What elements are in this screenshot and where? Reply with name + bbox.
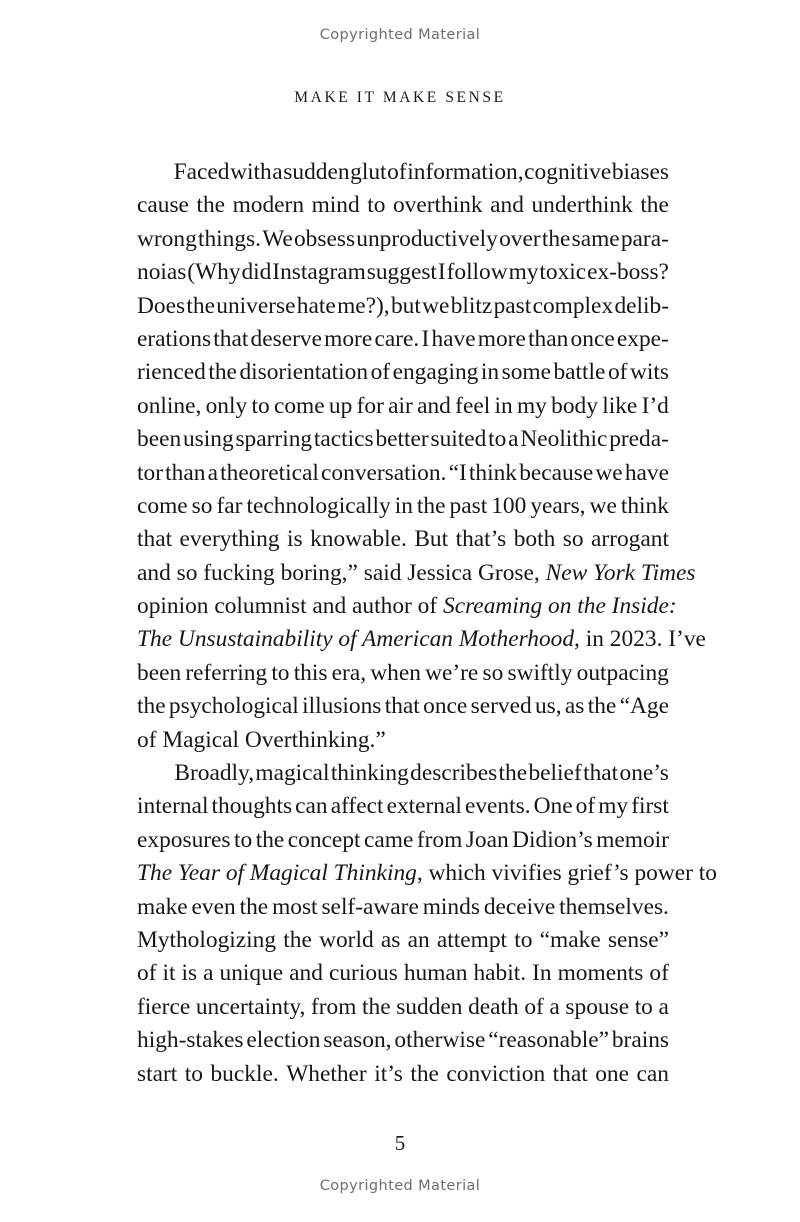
text-line bbox=[137, 757, 669, 790]
word: even bbox=[191, 893, 236, 920]
word: death bbox=[468, 993, 519, 1020]
word: more bbox=[324, 325, 373, 352]
word: make bbox=[137, 893, 188, 920]
text-line bbox=[137, 891, 669, 924]
word: preda- bbox=[609, 426, 669, 453]
word: the bbox=[410, 1060, 439, 1087]
running-head: MAKE IT MAKE SENSE bbox=[294, 89, 506, 106]
word: feel bbox=[455, 392, 491, 419]
word: disorientation bbox=[239, 359, 369, 386]
text-line bbox=[137, 790, 669, 823]
text-line bbox=[137, 457, 669, 490]
paragraph-list bbox=[137, 156, 717, 1091]
word: Neolithic bbox=[520, 426, 608, 453]
word: it’s bbox=[374, 1060, 403, 1087]
word: 100 bbox=[491, 492, 527, 519]
word: this bbox=[293, 659, 328, 686]
word: think bbox=[620, 492, 669, 519]
word: in bbox=[394, 492, 413, 519]
text-line bbox=[137, 623, 706, 656]
word: as bbox=[564, 693, 585, 720]
word: blitz bbox=[450, 292, 493, 319]
word: past bbox=[449, 492, 488, 519]
word: wrong bbox=[137, 225, 197, 252]
word: using bbox=[182, 426, 234, 453]
word: for bbox=[356, 392, 384, 419]
paragraph bbox=[137, 156, 706, 757]
text-line bbox=[137, 724, 669, 757]
word: events. bbox=[464, 793, 531, 820]
word: things. bbox=[197, 225, 262, 252]
word: battle bbox=[553, 359, 606, 386]
word: erations bbox=[137, 325, 212, 352]
text-line bbox=[137, 156, 669, 189]
word: toxic bbox=[539, 259, 587, 286]
word: is bbox=[287, 526, 303, 553]
word: deceive bbox=[483, 893, 556, 920]
word: era, bbox=[331, 659, 367, 686]
text-line bbox=[137, 290, 669, 323]
text-line bbox=[137, 490, 669, 523]
word: information, bbox=[407, 159, 524, 185]
word: otherwise bbox=[394, 1027, 486, 1054]
word: but bbox=[390, 292, 421, 319]
word: start bbox=[137, 1060, 178, 1087]
word: illusions bbox=[302, 693, 382, 720]
word: cause bbox=[137, 192, 189, 219]
word: para- bbox=[620, 225, 669, 252]
word: everything bbox=[179, 526, 280, 553]
word: the bbox=[196, 192, 226, 219]
word: buckle. bbox=[210, 1060, 279, 1087]
word: Faced bbox=[173, 159, 230, 185]
word: that’s bbox=[455, 526, 507, 553]
word: is bbox=[181, 960, 198, 987]
word: (Why bbox=[187, 259, 241, 286]
word: tor bbox=[137, 459, 163, 486]
word: mind bbox=[311, 192, 360, 219]
word: so bbox=[482, 659, 504, 686]
word: of bbox=[649, 960, 669, 987]
word: obsess bbox=[293, 225, 356, 252]
word: one’s bbox=[619, 760, 669, 787]
text-line bbox=[137, 256, 669, 289]
word: world bbox=[319, 926, 374, 953]
word: in bbox=[494, 392, 513, 419]
word: and bbox=[289, 960, 323, 987]
word: better bbox=[375, 426, 429, 453]
word: we bbox=[422, 292, 450, 319]
word: noias bbox=[137, 259, 187, 286]
word: thoughts bbox=[211, 793, 293, 820]
word: the bbox=[283, 926, 312, 953]
italic-title: The Unsustainability of American Motherhood bbox=[137, 626, 575, 653]
word: One bbox=[533, 793, 573, 820]
word: moments bbox=[557, 960, 644, 987]
word: “reasonable” bbox=[488, 1027, 609, 1054]
word: once bbox=[570, 325, 615, 352]
word: overthink bbox=[392, 192, 483, 219]
word: glut bbox=[350, 159, 387, 185]
word: memoir bbox=[596, 826, 669, 853]
word: that bbox=[384, 693, 420, 720]
word: spouse bbox=[565, 993, 630, 1020]
word: Whether bbox=[286, 1060, 367, 1087]
text-line bbox=[137, 824, 669, 857]
word: I bbox=[437, 259, 446, 286]
text-line bbox=[137, 924, 669, 957]
word: that bbox=[552, 1060, 588, 1087]
word: Didion’s bbox=[512, 826, 593, 853]
word: delib- bbox=[614, 292, 669, 319]
word: brains bbox=[611, 1027, 669, 1054]
page-number: 5 bbox=[394, 1131, 406, 1155]
word: Instagram bbox=[272, 259, 366, 286]
word: to bbox=[251, 392, 270, 419]
word: uncertainty, bbox=[195, 993, 306, 1020]
paragraph-indent bbox=[137, 757, 173, 790]
word: I bbox=[421, 325, 430, 352]
word: high-stakes bbox=[137, 1027, 244, 1054]
word: the bbox=[208, 359, 237, 386]
text-run: of Magical Overthinking.” bbox=[137, 726, 386, 753]
word: far bbox=[216, 492, 243, 519]
word: of bbox=[524, 993, 544, 1020]
word: with bbox=[230, 159, 272, 185]
word: air bbox=[388, 392, 413, 419]
word: unique bbox=[219, 960, 284, 987]
word: the bbox=[186, 292, 215, 319]
word: we’re bbox=[425, 659, 479, 686]
word: arrogant bbox=[591, 526, 669, 553]
word: But bbox=[414, 526, 449, 553]
text-run: , in 2023. I’ve bbox=[574, 626, 706, 653]
word: Does bbox=[137, 292, 186, 319]
word: underthink bbox=[531, 192, 633, 219]
text-line bbox=[137, 957, 669, 990]
word: that bbox=[137, 526, 173, 553]
word: have bbox=[624, 459, 669, 486]
word: like bbox=[602, 392, 638, 419]
word: of bbox=[387, 159, 407, 185]
word: to bbox=[514, 926, 533, 953]
word: from bbox=[416, 826, 463, 853]
word: care. bbox=[374, 325, 420, 352]
word: come bbox=[273, 392, 325, 419]
word: the bbox=[541, 225, 571, 252]
word: the bbox=[137, 693, 166, 720]
word: self-aware bbox=[321, 893, 419, 920]
word: biases bbox=[611, 159, 669, 185]
word: suggest bbox=[366, 259, 437, 286]
word: came bbox=[364, 826, 414, 853]
word: to bbox=[184, 1060, 203, 1087]
word: the bbox=[498, 760, 528, 787]
word: over bbox=[499, 225, 541, 252]
word: that bbox=[583, 760, 619, 787]
word: minds bbox=[422, 893, 480, 920]
word: the bbox=[255, 826, 285, 853]
word: of bbox=[607, 359, 628, 386]
word: a bbox=[658, 993, 669, 1020]
word: external bbox=[386, 793, 462, 820]
word: universe bbox=[216, 292, 296, 319]
word: of bbox=[575, 793, 596, 820]
word: that bbox=[213, 325, 249, 352]
word: In bbox=[532, 960, 552, 987]
text-run: opinion columnist and author of bbox=[137, 593, 443, 620]
word: been bbox=[137, 426, 182, 453]
word: “Age bbox=[619, 693, 669, 720]
text-line bbox=[137, 1058, 669, 1091]
word: thinking bbox=[330, 760, 409, 787]
text-line bbox=[137, 189, 669, 222]
word: concept bbox=[287, 826, 361, 853]
word: been bbox=[137, 659, 182, 686]
word: to bbox=[271, 659, 290, 686]
copyright-watermark-top: Copyrighted Material bbox=[319, 27, 481, 43]
word: the bbox=[640, 192, 669, 219]
word: my bbox=[516, 392, 547, 419]
word: same bbox=[571, 225, 620, 252]
word: we bbox=[589, 492, 617, 519]
word: habit. bbox=[473, 960, 527, 987]
word: tactics bbox=[313, 426, 374, 453]
text-run: , which vivifies grief’s power to bbox=[416, 860, 717, 887]
word: knowable. bbox=[310, 526, 407, 553]
text-line bbox=[137, 557, 696, 590]
word: some bbox=[501, 359, 551, 386]
word: most bbox=[272, 893, 318, 920]
text-line bbox=[137, 690, 669, 723]
word: affect bbox=[330, 793, 384, 820]
word: We bbox=[262, 225, 293, 252]
text-line bbox=[137, 657, 669, 690]
word: internal bbox=[137, 793, 209, 820]
word: hate bbox=[296, 292, 336, 319]
word: sudden bbox=[283, 159, 350, 185]
word: follow bbox=[446, 259, 508, 286]
text-line bbox=[137, 857, 717, 890]
word: and bbox=[490, 192, 524, 219]
word: fierce bbox=[137, 993, 191, 1020]
word: years, bbox=[530, 492, 586, 519]
word: sparring bbox=[235, 426, 313, 453]
word: belief bbox=[528, 760, 582, 787]
word: a bbox=[203, 960, 214, 987]
word: sense” bbox=[607, 926, 669, 953]
word: a bbox=[508, 426, 519, 453]
word: so bbox=[562, 526, 584, 553]
word: conversation. bbox=[321, 459, 447, 486]
word: suited bbox=[430, 426, 487, 453]
text-line bbox=[137, 356, 669, 389]
word: one bbox=[595, 1060, 630, 1087]
word: it bbox=[162, 960, 176, 987]
word: Broadly, bbox=[174, 760, 255, 787]
word: have bbox=[431, 325, 476, 352]
word: curious bbox=[328, 960, 398, 987]
word: human bbox=[403, 960, 468, 987]
word: themselves. bbox=[559, 893, 669, 920]
word: conviction bbox=[446, 1060, 546, 1087]
word: exposures bbox=[137, 826, 231, 853]
word: online, bbox=[137, 392, 202, 419]
word: Joan bbox=[465, 826, 509, 853]
word: psychological bbox=[168, 693, 299, 720]
word: expe- bbox=[616, 325, 669, 352]
word: past bbox=[493, 292, 532, 319]
word: to bbox=[367, 192, 386, 219]
word: complex bbox=[532, 292, 614, 319]
word: cognitive bbox=[524, 159, 612, 185]
word: engaging bbox=[392, 359, 479, 386]
word: first bbox=[631, 793, 669, 820]
word: the bbox=[587, 693, 617, 720]
word: to bbox=[634, 993, 653, 1020]
word: outpacing bbox=[576, 659, 669, 686]
word: come bbox=[137, 492, 188, 519]
word: of bbox=[137, 960, 157, 987]
text-line bbox=[137, 991, 669, 1024]
word: so bbox=[191, 492, 213, 519]
word: can bbox=[295, 793, 328, 820]
italic-title: New York Times bbox=[545, 559, 696, 586]
paragraph-indent bbox=[137, 156, 173, 189]
word: wits bbox=[629, 359, 669, 386]
word: ex-boss? bbox=[587, 259, 669, 286]
word: magical bbox=[255, 760, 330, 787]
text-run: and so fucking boring,” said Jessica Grose, bbox=[137, 559, 546, 586]
word: body bbox=[551, 392, 598, 419]
text-line bbox=[137, 390, 669, 423]
word: did bbox=[241, 259, 272, 286]
word: when bbox=[370, 659, 421, 686]
word: referring bbox=[185, 659, 268, 686]
word: technologically bbox=[246, 492, 391, 519]
text-line bbox=[137, 423, 669, 456]
copyright-watermark-bottom: Copyrighted Material bbox=[319, 1178, 481, 1194]
word: theoretical bbox=[220, 459, 319, 486]
word: “make bbox=[539, 926, 601, 953]
text-line bbox=[137, 590, 677, 623]
word: rienced bbox=[137, 359, 206, 386]
word: the bbox=[239, 893, 269, 920]
italic-title: The Year of Magical Thinking bbox=[137, 860, 417, 887]
text-line bbox=[137, 223, 669, 256]
word: only bbox=[205, 392, 248, 419]
word: think bbox=[468, 459, 518, 486]
word: than bbox=[165, 459, 206, 486]
word: as bbox=[380, 926, 401, 953]
word: from bbox=[310, 993, 357, 1020]
word: the bbox=[416, 492, 446, 519]
text-line bbox=[137, 1024, 669, 1057]
word: served bbox=[470, 693, 532, 720]
word: describes bbox=[410, 760, 498, 787]
word: election bbox=[246, 1027, 321, 1054]
word: in bbox=[480, 359, 500, 386]
word: deserve bbox=[250, 325, 322, 352]
word: unproductively bbox=[356, 225, 498, 252]
word: because bbox=[519, 459, 594, 486]
word: a bbox=[272, 159, 283, 185]
body-text-block bbox=[137, 156, 717, 1091]
word: us, bbox=[534, 693, 562, 720]
italic-title: Screaming on the Inside: bbox=[443, 593, 677, 620]
word: can bbox=[636, 1060, 669, 1087]
word: swiftly bbox=[507, 659, 573, 686]
word: than bbox=[528, 325, 569, 352]
word: the bbox=[362, 993, 391, 1020]
word: modern bbox=[232, 192, 305, 219]
word: I’d bbox=[641, 392, 669, 419]
word: season, bbox=[323, 1027, 392, 1054]
word: a bbox=[549, 993, 560, 1020]
word: my bbox=[508, 259, 539, 286]
word: up bbox=[328, 392, 353, 419]
text-line bbox=[137, 323, 669, 356]
word: once bbox=[423, 693, 468, 720]
word: my bbox=[598, 793, 629, 820]
word: a bbox=[207, 459, 218, 486]
word: me?), bbox=[337, 292, 390, 319]
word: and bbox=[417, 392, 451, 419]
word: to bbox=[488, 426, 507, 453]
word: more bbox=[477, 325, 526, 352]
word: sudden bbox=[396, 993, 463, 1020]
word: we bbox=[595, 459, 623, 486]
paragraph bbox=[137, 757, 717, 1091]
word: attempt bbox=[436, 926, 508, 953]
text-line bbox=[137, 523, 669, 556]
word: an bbox=[407, 926, 430, 953]
word: “I bbox=[448, 459, 467, 486]
word: to bbox=[234, 826, 253, 853]
word: Mythologizing bbox=[137, 926, 277, 953]
word: of bbox=[370, 359, 391, 386]
word: both bbox=[513, 526, 556, 553]
